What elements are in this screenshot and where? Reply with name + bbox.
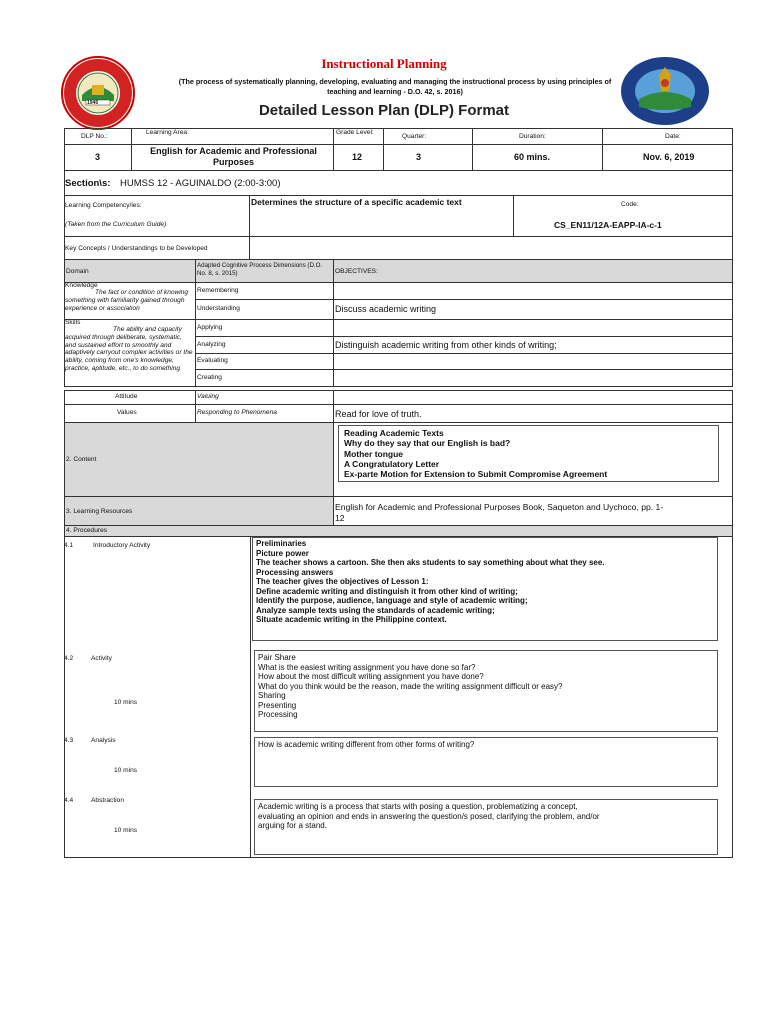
valuing-cell: Valuing	[195, 390, 334, 405]
attitude-domain-cell: Attitude	[64, 390, 196, 405]
abstraction-textbox: Academic writing is a process that starts with posing a question, problematizing a concept, evaluating an opinion and ends in answering the question/s posed, clarifying the problem, and/or arguing for a stand.	[254, 799, 718, 855]
abstraction-time: 10 mins	[114, 827, 138, 834]
evaluating-cell: Evaluating	[195, 353, 334, 370]
duration-label-cell: Duration:	[472, 128, 603, 145]
understanding-objective-cell: Discuss academic writing	[333, 299, 733, 320]
analyzing-cell: Analyzing	[195, 336, 334, 354]
analysis-time: 10 mins	[114, 767, 138, 774]
objectives-header-cell: OBJECTIVES:	[333, 259, 733, 283]
content-textbox: Reading Academic Texts Why do they say that our English is bad? Mother tongue A Congratulatory Letter Ex-parte Motion for Extension to Submit Compromise Agreement	[338, 425, 719, 482]
procedures-header: 4. Procedures	[64, 525, 733, 537]
activity-num: 4.2	[64, 655, 74, 662]
activity-textbox: Pair Share What is the easiest writing assignment you have done so far? How about the most difficult writing assignment you have done? What do you think would be the reason, made the writing assignment difficult or easy? Sharing Presenting Processing	[254, 650, 718, 732]
competency-code-cell: Code: CS_EN11/12A-EAPP-IA-c-1	[513, 195, 733, 237]
activity-label: Activity	[91, 655, 112, 662]
section-row: Section\s: HUMSS 12 - AGUINALDO (2:00-3:00)	[64, 170, 733, 196]
knowledge-domain-cell: Knowledge The fact or condition of knowing something with familiarity gained through experience or association	[64, 282, 196, 320]
school-seal-logo: 1946	[60, 55, 136, 131]
dlp-no-value-cell: 3	[64, 144, 132, 171]
activity-time: 10 mins	[114, 699, 138, 706]
competency-text-cell: Determines the structure of a specific academic text	[249, 195, 514, 237]
page-subtitle: (The process of systematically planning, developing, evaluating and managing the instructional process by using principles of teaching and learning - D.O. 42, s. 2016)	[178, 77, 612, 96]
intro-num: 4.1	[64, 542, 74, 549]
key-concepts-label-cell: Key Concepts / Understandings to be Developed	[64, 236, 250, 260]
key-concepts-value-cell	[249, 236, 733, 260]
procedures-divider	[250, 536, 251, 858]
resources-label-cell: 3. Learning Resources	[64, 496, 334, 526]
dlp-no-label-cell: DLP No.:	[64, 128, 132, 145]
page-title: Instructional Planning	[321, 56, 447, 71]
evaluating-objective-cell	[333, 353, 733, 370]
remembering-cell: Remembering	[195, 282, 334, 300]
quarter-label-cell: Quarter:	[383, 128, 473, 145]
intro-textbox: Preliminaries Picture power The teacher shows a cartoon. She then aks students to say something about what they see. Processing answers The teacher gives the objectives of Lesson 1: Define academic writing and distinguish it from other kind of writing; Identify the purpose, audience, language and style of academic writing; Analyze sample texts using the standards of academic writing; Situate academic writing in the Philippine context.	[252, 537, 718, 641]
quarter-value-cell: 3	[383, 144, 473, 171]
analysis-label: Analysis	[91, 737, 116, 744]
creating-objective-cell	[333, 369, 733, 387]
date-label-cell: Date:	[602, 128, 733, 145]
attitude-objective-cell	[333, 390, 733, 405]
abstraction-num: 4.4	[64, 797, 74, 804]
dlp-format-title: Detailed Lesson Plan (DLP) Format	[258, 102, 510, 119]
analyzing-objective-cell: Distinguish academic writing from other kinds of writing;	[333, 336, 733, 354]
analysis-num: 4.3	[64, 737, 74, 744]
values-domain-cell: Values	[64, 404, 196, 423]
applying-cell: Applying	[195, 319, 334, 337]
values-objective-cell: Read for love of truth.	[333, 404, 733, 423]
creating-cell: Creating	[195, 369, 334, 387]
adapted-header-cell: Adapted Cognitive Process Dimensions (D.O. No. 8, s. 2015)	[195, 259, 334, 283]
resources-value-cell: English for Academic and Professional Purposes Book, Saqueton and Uychoco, pp. 1- 12	[333, 496, 733, 526]
analysis-textbox: How is academic writing different from other forms of writing?	[254, 737, 718, 787]
domain-header-cell: Domain	[64, 259, 196, 283]
content-label-cell: 2. Content	[64, 422, 334, 497]
responding-cell: Responding to Phenomena	[195, 404, 334, 423]
skills-domain-cell: Skills The ability and capacity acquired through deliberate, systematic, and sustained effort to smoothly and adaptively carryout complex activities or the ability, coming from one's knowledge, practice, aptitude, etc., to do something	[64, 319, 196, 387]
understanding-cell: Understanding	[195, 299, 334, 320]
date-value-cell: Nov. 6, 2019	[602, 144, 733, 171]
remembering-objective-cell	[333, 282, 733, 300]
abstraction-label: Abstraction	[91, 797, 124, 804]
duration-value-cell: 60 mins.	[472, 144, 603, 171]
intro-label: Introductory Activity	[93, 542, 151, 549]
grade-level-value-cell: 12	[333, 144, 384, 171]
applying-objective-cell	[333, 319, 733, 337]
learning-area-value-cell: English for Academic and Professional Purposes	[131, 144, 334, 171]
competency-label-cell: Learning Competency/ies: (Taken from the Curriculum Guide)	[64, 195, 250, 237]
learning-area-label-cell: Learning Area:	[131, 128, 334, 145]
grade-level-label-cell: Grade Level:	[333, 128, 384, 145]
